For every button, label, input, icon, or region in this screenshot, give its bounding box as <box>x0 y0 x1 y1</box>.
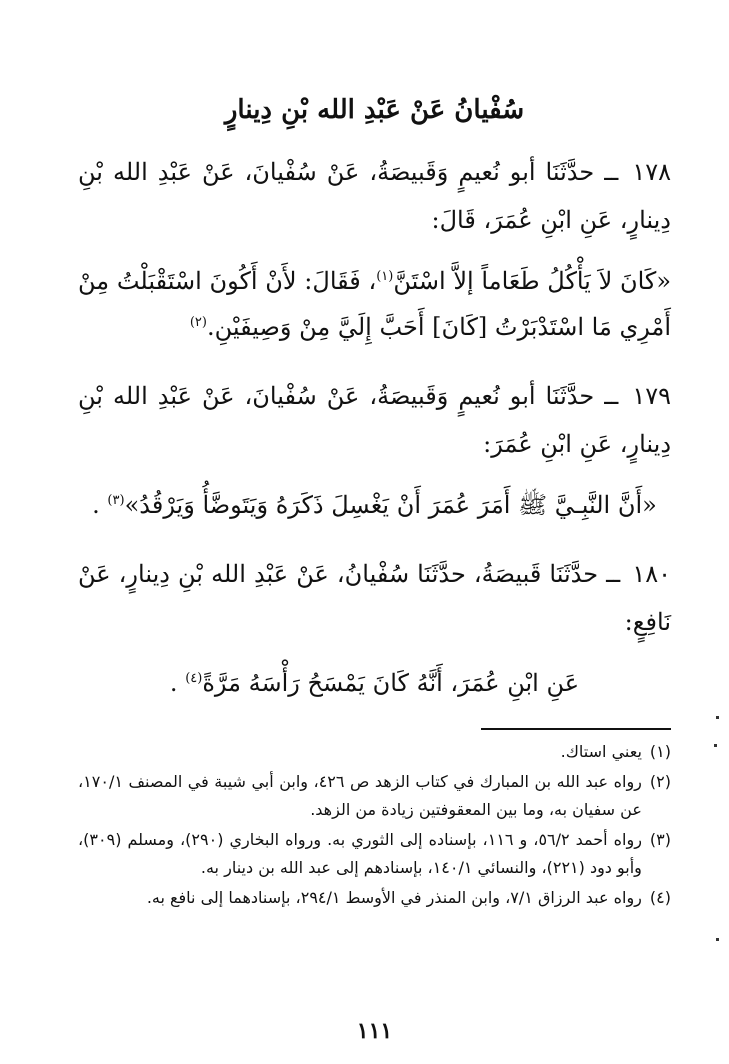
hadith-entry-179 <box>78 372 671 528</box>
hadith-matn-part: ، فَقَالَ: لأَنْ أَكُونَ اسْتَقْبَلْتُ مِنْ أَمْرِي مَا اسْتَدْبَرْتُ [كَانَ] أَحَبَّ إِلَيَّ مِنْ وَصِيفَيْنِ. <box>78 267 671 341</box>
hadith-text <box>78 482 671 528</box>
hadith-matn-part: «أَنَّ النَّبِـيَّ ﷺ أَمَرَ عُمَرَ أَنْ يَغْسِلَ ذَكَرَهُ وَيَتَوضَّأُ وَيَرْقُدُ» <box>124 491 657 519</box>
footnote-number: (٢) <box>649 772 671 791</box>
hadith-entry-180 <box>78 550 671 706</box>
hadith-entry-178 <box>78 148 671 350</box>
footnote-number: (٣) <box>649 830 671 849</box>
hadith-text <box>78 258 671 350</box>
hadith-chain <box>78 148 671 244</box>
hadith-chain <box>78 550 671 646</box>
hadith-isnad: ــ حدَّثَنَا أبو نُعيمٍ وَقَبيصَةُ، عَنْ سُفْيانَ، عَنْ عَبْدِ الله بْنِ دِينارٍ، عَنِ ابْنِ عُمَرَ، قَالَ: <box>78 158 671 234</box>
hadith-matn-part: . <box>169 669 186 697</box>
footnote-separator <box>481 728 671 730</box>
footnote-item <box>78 884 671 912</box>
footnote-text: رواه أحمد ٥٦/٢، و ١١٦، بإسناده إلى الثوري به. ورواه البخاري (٢٩٠)، ومسلم (٣٠٩)، وأبو دود (٢٢١)، والنسائي ١٤٠/١، بإسنادهم إلى عبد الله بن دينار به. <box>78 830 642 877</box>
footnote-ref[interactable]: (١) <box>376 269 394 284</box>
footnote-text: يعني استاك. <box>560 742 642 761</box>
hadith-number: ١٧٨ <box>632 158 671 186</box>
hadith-number: ١٨٠ <box>632 560 671 588</box>
hadith-chain <box>78 372 671 468</box>
hadith-isnad: ــ حدَّثَنَا قَبيصَةُ، حدَّثَنَا سُفْيانُ، عَنْ عَبْدِ الله بْنِ دِينارٍ، عَنْ نَافِعٍ: <box>78 560 671 636</box>
footnote-item <box>78 826 671 882</box>
hadith-matn-part: عَنِ ابْنِ عُمَرَ، أَنَّهُ كَانَ يَمْسَحُ رَأْسَهُ مَرَّةً <box>202 669 580 697</box>
footnote-text: رواه عبد الله بن المبارك في كتاب الزهد ص ٤٢٦، وابن أبي شيبة في المصنف ١٧٠/١، عن سفيان به، وما بين المعقوفتين زيادة من الزهد. <box>78 772 642 819</box>
footnote-number: (٤) <box>649 888 671 907</box>
footnote-text: رواه عبد الرزاق ٧/١، وابن المنذر في الأوسط ٢٩٤/١، بإسنادهما إلى نافع به. <box>146 888 642 907</box>
footnote-item <box>78 768 671 824</box>
page-number: ١١١ <box>356 1018 393 1044</box>
margin-mark <box>716 938 719 941</box>
hadith-text <box>78 660 671 706</box>
footnote-ref[interactable]: (٢) <box>189 315 207 330</box>
footnote-number: (١) <box>649 742 671 761</box>
footnote-item <box>78 738 671 766</box>
margin-mark <box>714 744 717 747</box>
margin-mark <box>716 716 719 719</box>
hadith-matn-part: . <box>92 491 108 519</box>
hadith-matn-part: «كَانَ لاَ يَأْكُلُ طَعَاماً إلاَّ اسْتَنَّ <box>393 267 672 295</box>
page-content <box>78 90 671 1044</box>
footnote-ref[interactable]: (٣) <box>107 493 125 508</box>
section-title: سُفْيانُ عَنْ عَبْدِ الله بْنِ دِينارٍ <box>224 95 525 125</box>
footnotes <box>78 738 671 912</box>
hadith-isnad: ــ حدَّثَنَا أبو نُعيمٍ وَقَبيصَةُ، عَنْ سُفْيانَ، عَنْ عَبْدِ الله بْنِ دِينارٍ، عَنِ ابْنِ عُمَرَ: <box>78 382 671 458</box>
hadith-number: ١٧٩ <box>632 382 671 410</box>
footnote-ref[interactable]: (٤) <box>185 671 203 686</box>
